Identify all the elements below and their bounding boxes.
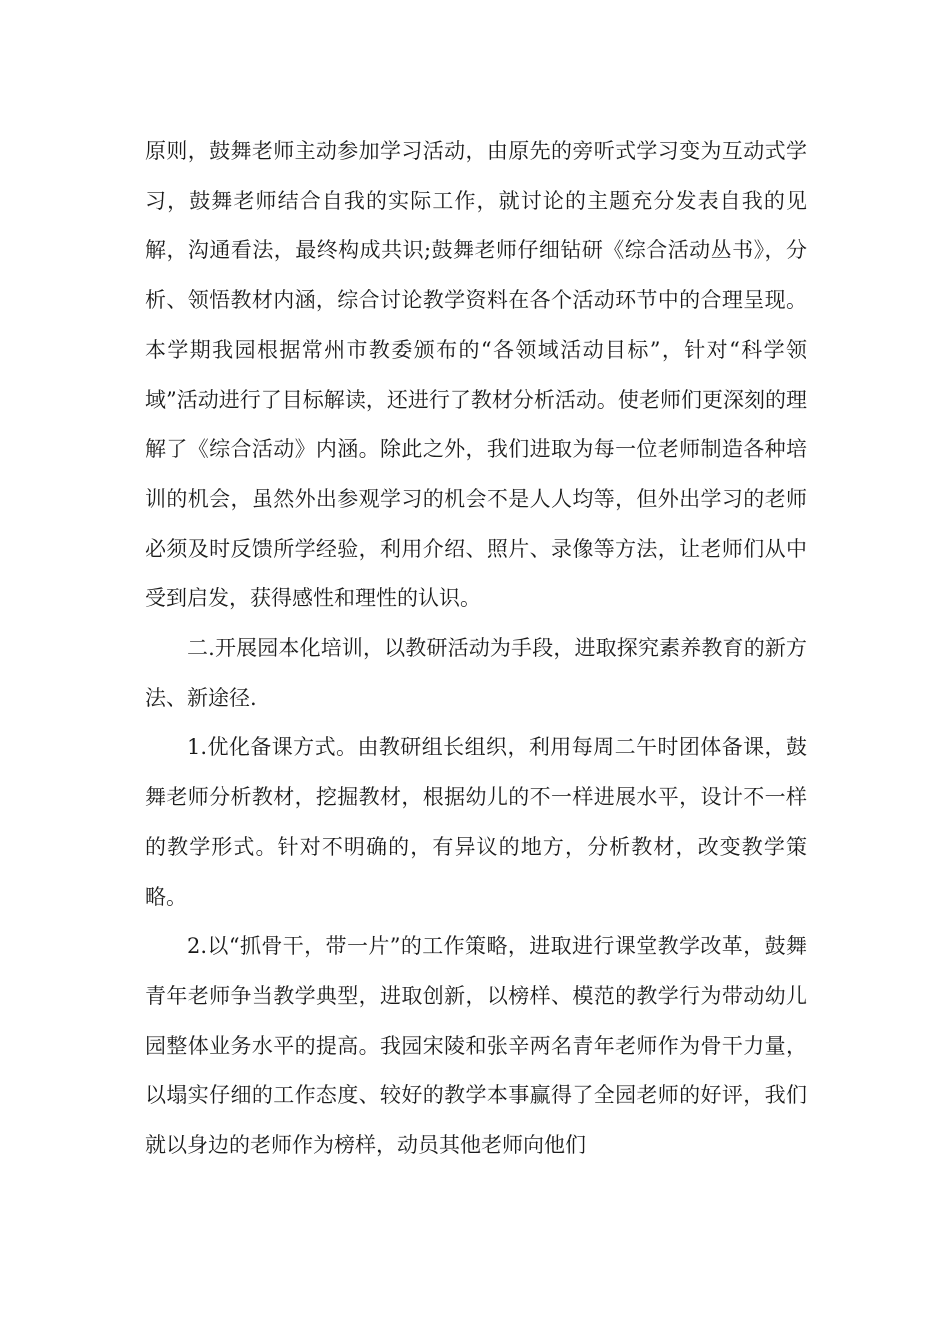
document-page [145,127,807,1171]
paragraph-principle-discussion: 原则，鼓舞老师主动参加学习活动，由原先的旁听式学习变为互动式学习，鼓舞老师结合自我的实际工作，就讨论的主题充分发表自我的见解，沟通看法，最终构成共识;鼓舞老师仔细钻研《综合活动丛书》，分析、领悟教材内涵，综合讨论教学资料在各个活动环节中的合理呈现。本学期我园根据常州市教委颁布的“各领域活动目标”，针对“科学领域”活动进行了目标解读，还进行了教材分析活动。使老师们更深刻的理解了《综合活动》内涵。除此之外，我们进取为每一位老师制造各种培训的机会，虽然外出参观学习的机会不是人人均等，但外出学习的老师必须及时反馈所学经验，利用介绍、照片、录像等方法，让老师们从中受到启发，获得感性和理性的认识。 [145,139,807,611]
paragraph-item-one-lesson-prep: 1.优化备课方式。由教研组长组织，利用每周二午时团体备课，鼓舞老师分析教材，挖掘教材，根据幼儿的不一样进展水平，设计不一样的教学形式。针对不明确的，有异议的地方，分析教材，改变教学策略。 [145,735,807,909]
paragraph-item-two-backbone-strategy: 2.以“抓骨干，带一片”的工作策略，进取进行课堂教学改革，鼓舞青年老师争当教学典型，进取创新，以榜样、模范的教学行为带动幼儿园整体业务水平的提高。我园宋陵和张辛两名青年老师作为骨干力量，以塌实仔细的工作态度、较好的教学本事赢得了全园老师的好评，我们就以身边的老师作为榜样，动员其他老师向他们 [145,934,807,1158]
paragraph-section-two-heading: 二.开展园本化培训，以教研活动为手段，进取探究素养教育的新方法、新途径. [145,636,807,710]
